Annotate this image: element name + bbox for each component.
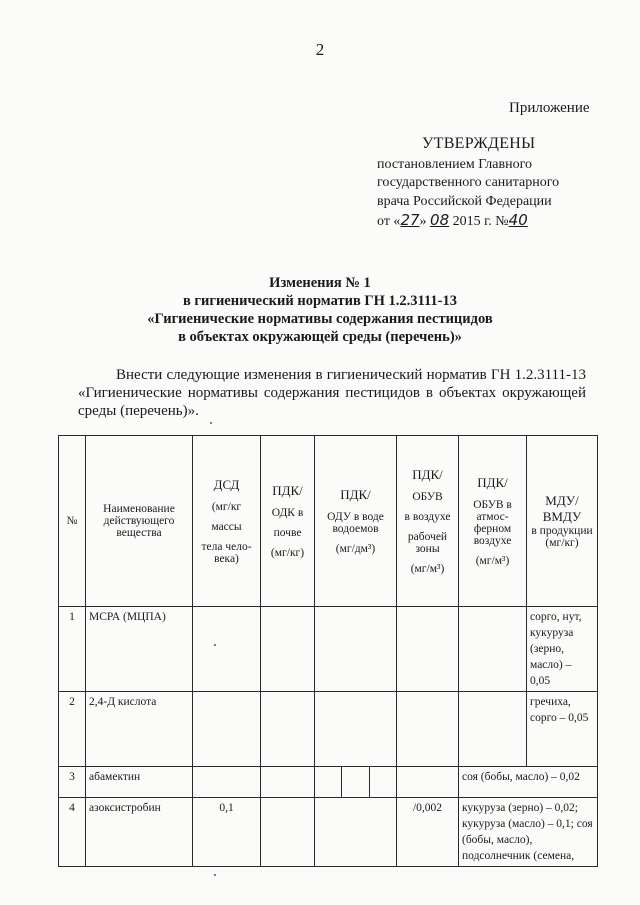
cell-dsd <box>193 767 261 798</box>
cell-odu <box>315 692 397 767</box>
cell-dsd <box>193 692 261 767</box>
scan-speck <box>214 644 216 646</box>
cell-odu <box>315 607 397 692</box>
table-row <box>59 692 598 767</box>
approval-block <box>377 135 617 232</box>
date-year: 2015 г. № <box>449 214 509 229</box>
header-dsd: ДСД (мг/кг массы тела чело- века) <box>193 436 261 607</box>
table-row <box>59 798 598 867</box>
cell-mdu: гречиха, сорго – 0,05 <box>527 692 598 767</box>
cell-dsd: 0,1 <box>193 798 261 867</box>
date-prefix: от « <box>377 214 401 229</box>
cell-name: МСРА (МЦПА) <box>86 607 193 692</box>
approval-line-1: постановлением Главного <box>377 156 532 172</box>
scan-speck <box>214 874 216 876</box>
header-pdk-odu: ПДК/ ОДУ в воде водоемов (мг/дм³) <box>315 436 397 607</box>
date-day: 27 <box>400 211 420 229</box>
cell-obuv-work <box>397 607 459 692</box>
cell-obuv-atm <box>459 607 527 692</box>
table-header-row <box>59 436 598 607</box>
header-pdk-obuv-atm: ПДК/ ОБУВ в атмос- ферном воздухе (мг/м³) <box>459 436 527 607</box>
approval-line-2: государственного санитарного <box>377 175 560 190</box>
title-line-1: Изменения № 1 <box>269 275 371 291</box>
header-pdk-odk: ПДК/ ОДК в почве (мг/кг) <box>261 436 315 607</box>
approval-heading: УТВЕРЖДЕНЫ <box>422 135 536 152</box>
cell-num: 3 <box>59 767 86 798</box>
header-pdk-obuv-work: ПДК/ ОБУВ в воздухе рабочей зоны (мг/м³) <box>397 436 459 607</box>
cell-mdu-wide: соя (бобы, масло) – 0,02 <box>459 767 598 798</box>
title-line-3: «Гигиенические нормативы содержания пестицидов <box>147 311 493 327</box>
approval-line-3: врача Российской Федерации <box>377 193 552 209</box>
intro-text: Внести следующие изменения в гигиенический норматив ГН 1.2.3111-13 «Гигиенические нормативы содержания пестицидов в объектах окружающей среды (перечень)». <box>78 367 586 419</box>
cell-odk <box>261 767 315 798</box>
cell-name: абамектин <box>86 767 193 798</box>
cell-odu-split <box>315 767 397 798</box>
cell-name: азоксистробин <box>86 798 193 867</box>
pesticide-table <box>58 435 598 867</box>
appendix-label: Приложение <box>509 100 590 116</box>
table-row <box>59 607 598 692</box>
title-line-4: в объектах окружающей среды (перечень)» <box>178 329 462 345</box>
header-num: № <box>59 436 86 607</box>
cell-obuv-atm <box>459 692 527 767</box>
date-month: 08 <box>430 211 450 229</box>
cell-obuv-work <box>397 767 459 798</box>
cell-odu <box>315 798 397 867</box>
cell-obuv-work: /0,002 <box>397 798 459 867</box>
header-mdu: МДУ/ВМДУ в продукции (мг/кг) <box>527 436 598 607</box>
cell-obuv-work <box>397 692 459 767</box>
page-number: 2 <box>315 40 325 59</box>
cell-num: 4 <box>59 798 86 867</box>
cell-num: 2 <box>59 692 86 767</box>
title-line-2: в гигиенический норматив ГН 1.2.3111-13 <box>182 293 458 309</box>
table-row <box>59 767 598 798</box>
cell-name: 2,4-Д кислота <box>86 692 193 767</box>
decree-number: 40 <box>508 211 528 229</box>
cell-odk <box>261 607 315 692</box>
cell-dsd <box>193 607 261 692</box>
header-name: Наименование действующего вещества <box>86 436 193 607</box>
cell-odk <box>261 692 315 767</box>
approval-date-line <box>377 211 617 232</box>
cell-mdu: сорго, нут, кукуруза (зерно, масло) – 0,05 <box>527 607 598 692</box>
document-title <box>60 274 580 346</box>
cell-mdu: кукуруза (зерно) – 0,02; кукуруза (масло) – 0,1; соя (бобы, масло), подсолнечник (семена, <box>459 798 598 867</box>
date-mid: » <box>419 214 431 229</box>
intro-paragraph <box>78 366 586 420</box>
scan-speck <box>210 422 212 424</box>
cell-odk <box>261 798 315 867</box>
cell-num: 1 <box>59 607 86 692</box>
